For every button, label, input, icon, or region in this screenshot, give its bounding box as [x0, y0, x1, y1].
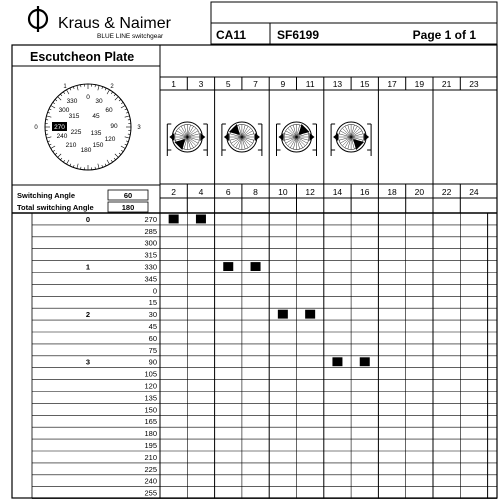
- dial-angle-240: 240: [56, 133, 68, 140]
- terminal-bottom-10: 22: [441, 187, 452, 197]
- position-label: 2: [85, 310, 91, 320]
- table-row: [144, 382, 157, 391]
- dial-angle-330: 330: [66, 98, 78, 105]
- terminal-bottom-4: 10: [278, 187, 288, 197]
- table-row: [144, 405, 157, 414]
- angle-label: 195: [144, 441, 157, 450]
- contact-closed-mark: [223, 262, 233, 271]
- table-row: [144, 239, 157, 248]
- terminal-top-11: 23: [469, 79, 479, 89]
- terminal-top-9: 19: [414, 79, 425, 89]
- terminal-top-6: 13: [332, 79, 343, 89]
- page-indicator: Page 1 of 1: [412, 28, 476, 42]
- table-row: [144, 251, 157, 260]
- switching-settings: [12, 185, 160, 212]
- dial-angle-270: 270: [54, 124, 65, 131]
- dial-angle-315: 315: [68, 113, 80, 120]
- angle-label: 345: [144, 274, 157, 284]
- angle-label: 165: [144, 417, 157, 427]
- table-row: [149, 322, 157, 331]
- angle-label: 15: [148, 298, 157, 308]
- total-angle-value: 180: [121, 203, 135, 212]
- angle-label: 255: [144, 488, 157, 498]
- total-angle-label: Total switching Angle: [17, 203, 94, 212]
- contact-closed-mark: [196, 215, 206, 224]
- table-row: [149, 346, 157, 355]
- angle-label: 60: [148, 333, 157, 343]
- terminal-top-0: 1: [171, 79, 177, 89]
- dial-angle-90: 90: [110, 123, 118, 130]
- switching-angle-label: Switching Angle: [17, 191, 76, 200]
- dial-angle-60: 60: [105, 107, 113, 114]
- escutcheon-dial: [34, 84, 141, 170]
- table-row: [144, 441, 157, 450]
- dial-angle-150: 150: [92, 142, 104, 149]
- contact-closed-mark: [332, 357, 342, 366]
- dial-angle-135: 135: [90, 130, 102, 137]
- dial-position-1: 1: [63, 84, 67, 90]
- brand-tagline: BLUE LINE switchgear: [97, 33, 164, 40]
- table-row: [144, 227, 157, 236]
- contact-cam-4: [331, 122, 371, 156]
- position-label: 0: [85, 214, 91, 224]
- dial-angle-300: 300: [58, 107, 70, 114]
- table-row: [144, 465, 157, 474]
- table-row: [144, 489, 157, 498]
- model-number: CA11: [216, 28, 247, 42]
- dial-angle-210: 210: [65, 142, 77, 149]
- dial-position-3: 3: [137, 125, 141, 131]
- contact-closed-mark: [360, 357, 370, 366]
- dial-angle-180: 180: [80, 147, 92, 154]
- terminal-bottom-6: 14: [332, 187, 343, 197]
- angle-label: 135: [144, 393, 157, 403]
- diagram-number: SF6199: [277, 28, 320, 42]
- contact-cam-1: [167, 122, 207, 156]
- contact-cam-2: [222, 122, 262, 156]
- terminal-numbers: [171, 77, 479, 213]
- dial-angle-45: 45: [92, 113, 100, 120]
- position-label: 1: [85, 262, 91, 272]
- table-row: [144, 370, 157, 379]
- terminal-bottom-3: 8: [253, 187, 258, 197]
- position-label: 3: [85, 357, 91, 367]
- brand-name: Kraus & Naimer: [58, 15, 171, 32]
- table-row: [149, 298, 157, 307]
- dial-angle-120: 120: [104, 136, 116, 143]
- terminal-top-4: 9: [280, 79, 286, 89]
- terminal-bottom-8: 18: [387, 187, 397, 197]
- angle-label: 300: [144, 238, 157, 248]
- terminal-bottom-11: 24: [469, 187, 479, 197]
- terminal-bottom-0: 2: [171, 187, 177, 197]
- terminal-top-5: 11: [305, 79, 315, 89]
- angle-label: 240: [144, 476, 157, 486]
- table-row: [86, 310, 315, 319]
- terminal-top-1: 3: [198, 79, 204, 89]
- terminal-bottom-2: 6: [225, 187, 231, 197]
- table-row: [153, 286, 157, 295]
- terminal-top-7: 15: [360, 79, 370, 89]
- plate-title: Escutcheon Plate: [30, 50, 135, 64]
- angle-label: 120: [144, 381, 157, 391]
- dial-position-2: 2: [110, 84, 114, 90]
- dial-angle-30: 30: [95, 98, 103, 105]
- contact-cam-3: [277, 122, 317, 156]
- table-row: [144, 477, 157, 486]
- main-frame: [12, 45, 497, 498]
- table-row: [144, 417, 157, 426]
- angle-label: 0: [152, 286, 157, 296]
- terminal-top-3: 7: [253, 79, 258, 89]
- terminal-bottom-7: 16: [360, 187, 370, 197]
- contact-closed-mark: [251, 262, 261, 271]
- angle-label: 30: [148, 310, 157, 320]
- angle-label: 285: [144, 226, 157, 236]
- angle-label: 210: [144, 452, 157, 462]
- angle-label: 75: [148, 345, 157, 355]
- angle-label: 150: [144, 405, 157, 415]
- table-row: [86, 215, 206, 224]
- angle-label: 270: [144, 214, 157, 224]
- table-row: [144, 429, 157, 438]
- angle-label: 315: [144, 250, 157, 260]
- terminal-top-10: 21: [441, 79, 452, 89]
- angle-label: 330: [144, 262, 157, 272]
- terminal-bottom-9: 20: [414, 187, 425, 197]
- table-row: [86, 262, 261, 271]
- dial-angle-0: 0: [86, 94, 90, 101]
- table-row: [149, 334, 157, 343]
- switching-angle-value: 60: [123, 191, 133, 200]
- table-row: [86, 357, 370, 366]
- angle-label: 90: [148, 357, 157, 367]
- dial-angle-225: 225: [70, 129, 82, 136]
- table-row: [144, 453, 157, 462]
- angle-label: 45: [148, 322, 157, 331]
- terminal-top-8: 17: [387, 79, 397, 89]
- table-row: [144, 274, 157, 283]
- angle-label: 105: [144, 369, 157, 379]
- angle-label: 225: [144, 464, 157, 474]
- contact-closed-mark: [278, 310, 288, 319]
- brand-logo: [29, 6, 172, 40]
- table-row: [144, 393, 157, 402]
- terminal-bottom-1: 4: [198, 187, 204, 197]
- switching-table: [32, 213, 497, 499]
- angle-label: 180: [144, 429, 157, 439]
- terminal-top-2: 5: [225, 79, 231, 89]
- contact-closed-mark: [169, 215, 179, 224]
- terminal-bottom-5: 12: [305, 187, 315, 197]
- dial-position-0: 0: [34, 125, 38, 131]
- contact-closed-mark: [305, 310, 315, 319]
